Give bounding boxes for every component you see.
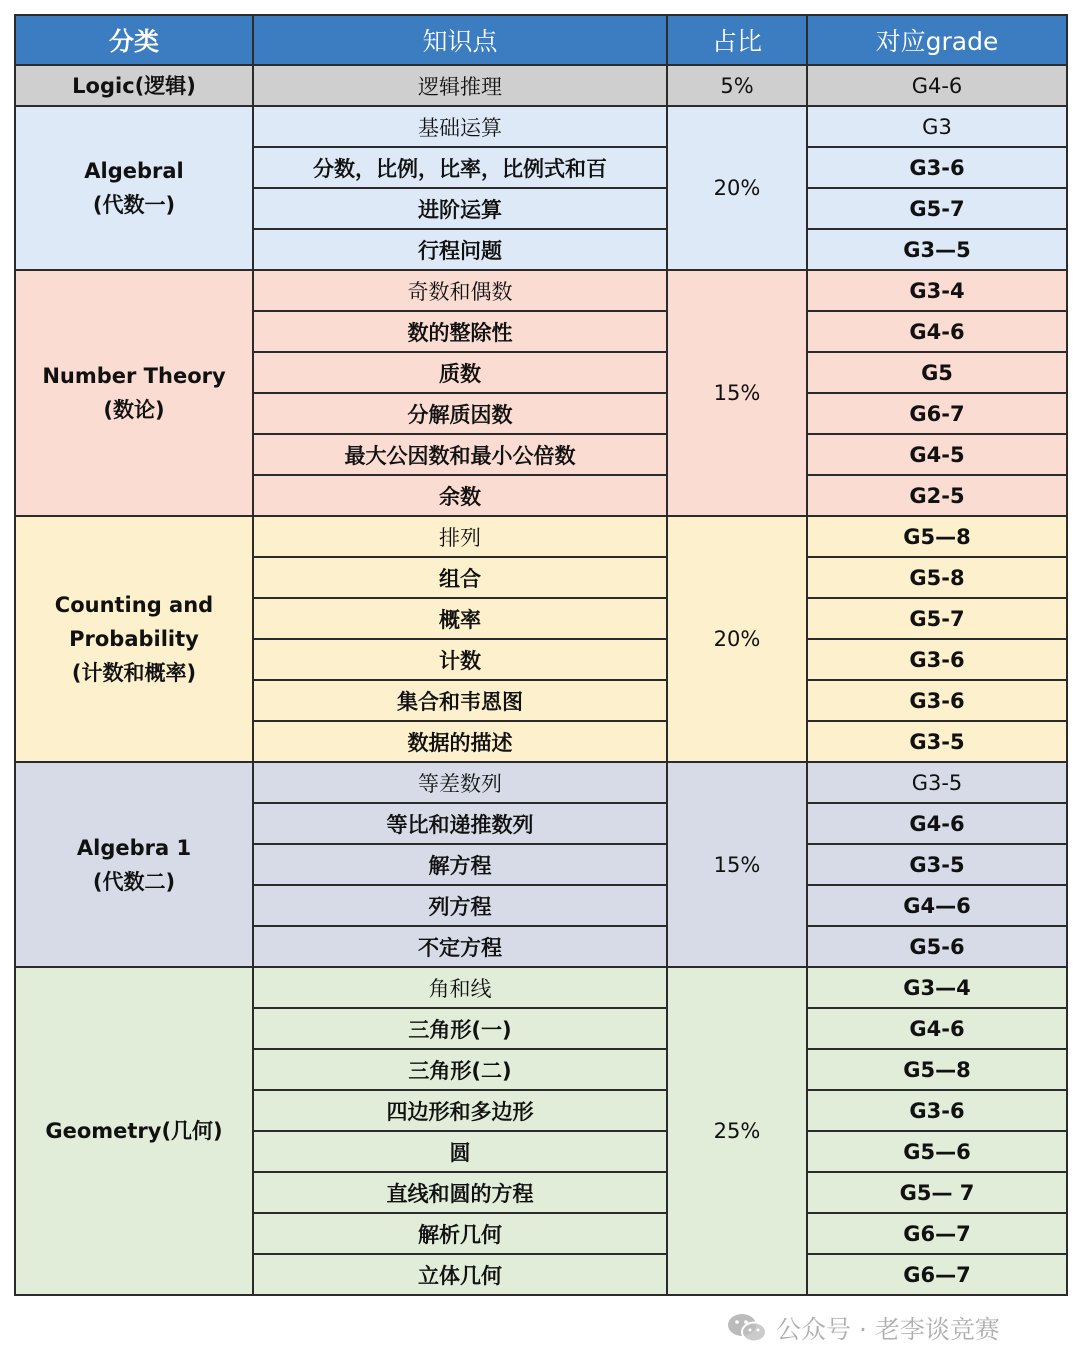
percent-cell: 5% [667, 65, 807, 106]
percent-cell: 25% [667, 967, 807, 1295]
topic-cell: 解析几何 [253, 1213, 667, 1254]
category-cell [15, 516, 253, 762]
grade-cell: G3—4 [807, 967, 1067, 1008]
topic-cell: 余数 [253, 475, 667, 516]
topic-cell: 等差数列 [253, 762, 667, 803]
category-label: Logic(逻辑) [72, 73, 196, 98]
topic-cell: 不定方程 [253, 926, 667, 967]
wechat-icon [726, 1311, 768, 1345]
percent-cell: 15% [667, 270, 807, 516]
grade-cell: G5 [807, 352, 1067, 393]
grade-cell: G5— 7 [807, 1172, 1067, 1213]
category-cell [15, 967, 253, 1295]
grade-cell: G5—8 [807, 1049, 1067, 1090]
grade-cell: G3-5 [807, 844, 1067, 885]
table-row [15, 967, 1067, 1008]
topic-cell: 直线和圆的方程 [253, 1172, 667, 1213]
grade-cell: G4—6 [807, 885, 1067, 926]
topic-cell: 概率 [253, 598, 667, 639]
grade-cell: G4-6 [807, 65, 1067, 106]
topic-cell: 排列 [253, 516, 667, 557]
category-cell [15, 65, 253, 106]
grade-cell: G3-6 [807, 147, 1067, 188]
topic-cell: 解方程 [253, 844, 667, 885]
grade-cell: G5-7 [807, 598, 1067, 639]
topic-cell: 角和线 [253, 967, 667, 1008]
topic-cell: 三角形(二) [253, 1049, 667, 1090]
grade-cell: G5—8 [807, 516, 1067, 557]
topic-cell: 数的整除性 [253, 311, 667, 352]
topic-cell: 计数 [253, 639, 667, 680]
header-grade: 对应grade [807, 15, 1067, 65]
grade-cell: G3-5 [807, 721, 1067, 762]
category-label: Algebra 1 [76, 835, 192, 860]
category-label: Number Theory [42, 364, 226, 388]
watermark [726, 1308, 1000, 1348]
topic-cell: 三角形(一) [253, 1008, 667, 1049]
topic-cell: 行程问题 [253, 229, 667, 270]
curriculum-table [14, 14, 1068, 1296]
topic-cell: 组合 [253, 557, 667, 598]
table-row [15, 106, 1067, 147]
header-percent: 占比 [667, 15, 807, 65]
topic-cell: 集合和韦恩图 [253, 680, 667, 721]
grade-cell: G3-6 [807, 639, 1067, 680]
category-label: Probability [69, 627, 199, 651]
grade-cell: G6-7 [807, 393, 1067, 434]
topic-cell: 列方程 [253, 885, 667, 926]
topic-cell: 进阶运算 [253, 188, 667, 229]
category-label: (代数一) [92, 193, 176, 217]
category-label: (数论) [103, 398, 165, 422]
grade-cell: G4-6 [807, 311, 1067, 352]
table-row [15, 762, 1067, 803]
grade-cell: G3-6 [807, 1090, 1067, 1131]
table-row [15, 270, 1067, 311]
grade-cell: G4-6 [807, 803, 1067, 844]
table-header [15, 15, 1067, 65]
grade-cell: G3-6 [807, 680, 1067, 721]
header-category: 分类 [15, 15, 253, 65]
topic-cell: 圆 [253, 1131, 667, 1172]
topic-cell: 等比和递推数列 [253, 803, 667, 844]
topic-cell: 质数 [253, 352, 667, 393]
percent-cell: 15% [667, 762, 807, 967]
table-row [15, 516, 1067, 557]
topic-cell: 奇数和偶数 [253, 270, 667, 311]
topic-cell: 立体几何 [253, 1254, 667, 1295]
topic-cell: 分数，比例，比率，比例式和百 [253, 147, 667, 188]
grade-cell: G2-5 [807, 475, 1067, 516]
header-topic: 知识点 [253, 15, 667, 65]
category-label: (代数二) [92, 869, 176, 894]
table-row [15, 65, 1067, 106]
table-body [15, 65, 1067, 1295]
grade-cell: G6—7 [807, 1254, 1067, 1295]
grade-cell: G6—7 [807, 1213, 1067, 1254]
grade-cell: G5—6 [807, 1131, 1067, 1172]
grade-cell: G3-4 [807, 270, 1067, 311]
percent-cell: 20% [667, 106, 807, 270]
percent-cell: 20% [667, 516, 807, 762]
watermark-text: 公众号 · 老李谈竞赛 [776, 1315, 1000, 1344]
grade-cell: G3—5 [807, 229, 1067, 270]
topic-cell: 分解质因数 [253, 393, 667, 434]
grade-cell: G5-7 [807, 188, 1067, 229]
topic-cell: 四边形和多边形 [253, 1090, 667, 1131]
category-label: Algebral [84, 159, 184, 183]
category-cell [15, 270, 253, 516]
grade-cell: G4-5 [807, 434, 1067, 475]
topic-cell: 逻辑推理 [253, 65, 667, 106]
grade-cell: G5-8 [807, 557, 1067, 598]
topic-cell: 最大公因数和最小公倍数 [253, 434, 667, 475]
category-cell [15, 762, 253, 967]
header-row [15, 15, 1067, 65]
topic-cell: 基础运算 [253, 106, 667, 147]
category-cell [15, 106, 253, 270]
grade-cell: G4-6 [807, 1008, 1067, 1049]
grade-cell: G5-6 [807, 926, 1067, 967]
topic-cell: 数据的描述 [253, 721, 667, 762]
category-label: Geometry(几何) [45, 1119, 223, 1143]
grade-cell: G3 [807, 106, 1067, 147]
category-label: Counting and [54, 593, 214, 617]
grade-cell: G3-5 [807, 762, 1067, 803]
category-label: (计数和概率) [71, 661, 197, 685]
